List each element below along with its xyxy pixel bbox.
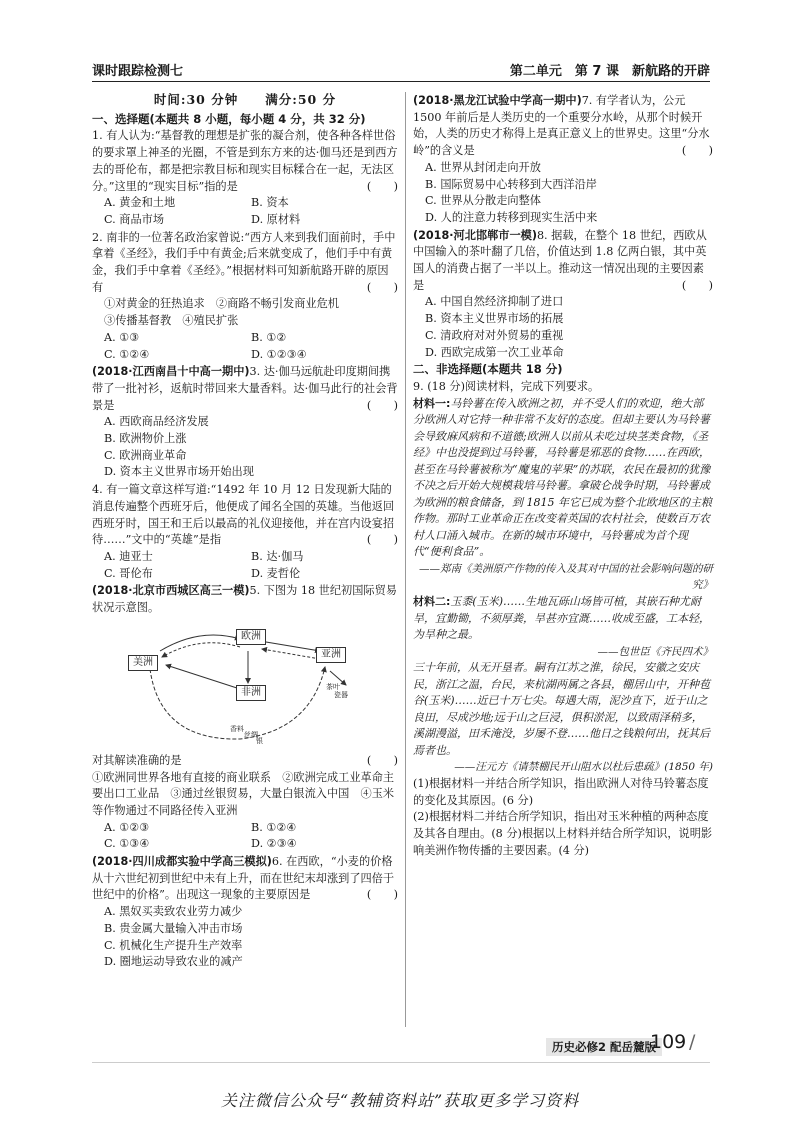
header-left: 课时跟踪检测七	[92, 64, 184, 79]
map-label-america: 美洲	[128, 655, 158, 671]
option-b: B. 国际贸易中心转移到大西洋沿岸	[425, 177, 597, 191]
question-2-item-line: ①对黄金的狂热追求 ②商路不畅引发商业危机	[104, 297, 339, 311]
question-source: (2018·北京市西城区高三一模)	[92, 584, 250, 598]
question-6-stem: (2018·四川成都实验中学高三模拟)6. 在西欧，“小麦的价格从十六世纪初到世纪中未有上升，而在世纪末却涨到了四倍于世纪中的价格”。出现这一现象的主要原因是 ( )	[92, 854, 398, 904]
question-9	[413, 379, 713, 860]
option-c: C. ①②④	[104, 347, 150, 361]
question-9-requirement-2: (2)根据材料二并结合所学知识，指出对玉米种植的两种态度及其各自理由。(8 分)根据以上材料并结合所学知识，说明影响美洲作物传播的主要因素。(4 分)	[413, 810, 713, 857]
question-1-options	[92, 195, 398, 228]
map-small-label: 丝绸	[244, 730, 258, 739]
question-3-stem: (2018·江西南昌十中高一期中)3. 达·伽马远航赴印度期间携带了一批衬衫，返航时带回来大量香料。达·伽马此行的社会背景是 ( )	[92, 364, 398, 414]
option-d: D. 人的注意力转移到现实生活中来	[425, 210, 598, 224]
option-b: B. 资本主义世界市场的拓展	[425, 312, 564, 326]
question-5-options	[92, 820, 398, 853]
option-c: C. 世界从分散走向整体	[425, 194, 541, 208]
question-8-stem: (2018·河北邯郸市一模)8. 据载，在整个 18 世纪，西欧从中国输入的茶叶翻了几倍，价值达到 1.8 亿两白银，其中英国人的消费占据了一半以上。推动这一情况出现的主要因素是 ( )	[413, 228, 713, 295]
question-5-stem: (2018·北京市西城区高三一模)5. 下图为 18 世纪初国际贸易状况示意图。	[92, 584, 397, 615]
question-4	[92, 482, 398, 582]
question-8	[413, 228, 713, 362]
option-d: D. 原材料	[251, 212, 301, 226]
option-a: A. 世界从封闭走向开放	[425, 160, 541, 174]
question-2-item-line: ③传播基督教 ④殖民扩张	[104, 314, 239, 328]
option-c: C. 哥伦布	[104, 566, 153, 580]
option-a: A. 黄金和土地	[104, 196, 176, 210]
answer-paren: ( )	[366, 179, 398, 193]
option-d: D. ②③④	[251, 837, 297, 851]
option-a: A. ①②③	[104, 820, 150, 834]
answer-paren: ( )	[366, 888, 398, 902]
option-b: B. ①②④	[251, 820, 297, 834]
page-slash: /	[689, 1031, 696, 1053]
map-label-asia: 亚洲	[316, 647, 346, 663]
answer-paren: ( )	[366, 753, 398, 767]
option-a: A. 西欧商品经济发展	[104, 415, 209, 429]
question-2-stem: 2. 南非的一位著名政治家曾说:“西方人来到我们面前时，手中拿着《圣经》，我们手中有黄金;后来就变成了，他们手中有黄金，我们手中拿着《圣经》。”根据材料可知新航路开辟的原因有 ( )	[92, 230, 398, 297]
map-label-africa: 非洲	[236, 685, 266, 701]
map-small-label: 茶叶	[326, 682, 340, 691]
material-1-label: 材料一:	[413, 396, 451, 410]
material-2-label: 材料二:	[413, 595, 451, 609]
section-choice-title: 一、选择题(本题共 8 小题，每小题 4 分，共 32 分)	[92, 111, 366, 126]
option-b: B. 达·伽马	[251, 549, 304, 563]
option-a: A. 黑奴买卖致农业劳力减少	[104, 905, 243, 919]
option-b: B. 欧洲物价上涨	[104, 432, 187, 446]
question-3	[92, 364, 398, 481]
question-2	[92, 230, 398, 364]
option-c: C. 商品市场	[104, 212, 165, 226]
material-2b: 三十年前，从无开垦者。嗣有江苏之淮，徐民，安徽之安庆民，浙江之温，台民，来杭湖两属之各县，棚居山中，开种苞谷(玉米)……近已十万七尖。每遇大雨，泥沙直下，近于山之良田，尽成沙地;远于山之巨浸，俱积淤泥，以致雨泽稍多，溪湖漫溢，田禾淹没，岁屡不登……他日之钱粮何出，抚其后焉者也。	[413, 661, 710, 757]
question-source: (2018·江西南昌十中高一期中)	[92, 365, 250, 379]
question-6	[92, 854, 398, 971]
answer-paren: ( )	[366, 533, 398, 547]
option-d: D. 麦哲伦	[251, 566, 301, 580]
option-d: D. 圈地运动导致农业的减产	[104, 955, 243, 969]
answer-paren: ( )	[366, 398, 398, 412]
option-d: D. 西欧完成第一次工业革命	[425, 345, 564, 359]
option-a: A. ①③	[104, 330, 140, 344]
option-b: B. 贵金属大量输入冲击市场	[104, 921, 243, 935]
material-1: 材料一:马铃薯在传入欧洲之初，并不受人们的欢迎，绝大部分欧洲人对它持一种非常不友好的态度。但却主要认为马铃薯会导致麻风病和不道德;欧洲人以前从未吃过块茎类食物，《圣经》中也没提到过马铃薯，马铃薯是邪恶的食物……在西欧，甚至在马铃薯被称为“魔鬼的苹果”的苏联，农民在最初的犹豫不决之后开始大规模栽培马铃薯。拿破仑战争时期，马铃薯成为欧洲的粮食储备，到 1815 年它已成为整个北欧地区的主粮作物。那时工业革命正在改变着英国的农村社会，使数百万农村人口涌入城市。在新的城市环境中，马铃薯成为首个现代“便利食品”。	[413, 396, 712, 559]
question-7	[413, 93, 713, 227]
question-source: (2018·四川成都实验中学高三模拟)	[92, 855, 272, 869]
option-d: D. ①②③④	[251, 347, 307, 361]
footer-divider	[92, 1062, 710, 1063]
material-2: 材料二:玉黍(玉米)……生地瓦砾山场皆可植，其嵌石种尤耐旱，宜勤锄，不须厚粪，旱甚亦宜溉……收成至盛，工本轻，为旱种之最。	[413, 595, 710, 642]
material-2b-citation: ——汪元方《请禁棚民开山阻水以杜后患疏》(1850 年)	[454, 761, 713, 774]
question-1-stem: 1. 有人认为:“基督教的理想是扩张的凝合剂，使各种各样世俗的要求罩上神圣的光圈，不管是到东方来的达·伽马还是到西方去的哥伦布，都是把宗教目标和现实目标糅合在一起，无法区分。”这里的“现实目标”指的是 ( )	[92, 128, 398, 195]
map-small-label: 香料	[230, 724, 244, 733]
right-column	[413, 92, 713, 859]
material-2-citation: ——包世臣《齐民四术》	[597, 645, 713, 658]
question-9-requirement-1: (1)根据材料一并结合所学知识，指出欧洲人对待马铃薯态度的变化及其原因。(6 分)	[413, 776, 709, 807]
question-7-stem: (2018·黑龙江试验中学高一期中)7. 有学者认为，公元1500 年前后是人类历史的一个重要分水岭，从那个时候开始，人类的历史才称得上是真正意义上的世界史。这里“分水岭”的含义是 ( )	[413, 93, 713, 160]
answer-paren: ( )	[681, 278, 713, 292]
question-4-stem: 4. 有一篇文章这样写道:“1492 年 10 月 12 日发现新大陆的消息传遍整个西班牙后，他便成了闻名全国的英雄。当他返回西班牙时，国王和王后以最高的礼仪迎接他，并在宫内设宴招待……”文中的“英雄”是指 ( )	[92, 482, 398, 549]
map-label-europe: 欧洲	[236, 629, 266, 645]
map-small-label: 银	[256, 736, 263, 745]
option-d: D. 资本主义世界市场开始出现	[104, 465, 254, 479]
question-5-after: 对其解读准确的是 ( )	[92, 753, 398, 770]
page-number: 109	[650, 1031, 687, 1053]
left-column	[92, 92, 398, 971]
question-4-options	[92, 549, 398, 582]
section-nonchoice-title: 二、非选择题(本题共 18 分)	[413, 362, 563, 377]
answer-paren: ( )	[681, 144, 713, 158]
question-source: (2018·黑龙江试验中学高一期中)	[413, 94, 582, 107]
wechat-footnote: 关注微信公众号“教辅资料站”获取更多学习资料	[220, 1091, 580, 1110]
option-c: C. ①③④	[104, 837, 150, 851]
map-small-label: 瓷器	[334, 690, 348, 699]
time-score-line: 时间:30 分钟 满分:50 分	[153, 92, 337, 107]
option-c: C. 机械化生产提升生产效率	[104, 938, 243, 952]
option-b: B. 资本	[251, 196, 289, 210]
trade-map-figure	[120, 621, 350, 749]
answer-paren: ( )	[366, 280, 398, 294]
question-1	[92, 128, 398, 228]
option-c: C. 欧洲商业革命	[104, 448, 187, 462]
question-5	[92, 583, 398, 853]
header-right: 第二单元 第 7 课 新航路的开辟	[509, 64, 710, 79]
footer-book-title: 历史必修2 配岳麓版	[546, 1038, 662, 1056]
material-1-citation: ——郑南《美洲原产作物的传入及其对中国的社会影响问题的研究》	[419, 562, 713, 592]
column-divider	[405, 92, 406, 1027]
option-c: C. 清政府对对外贸易的重视	[425, 328, 564, 342]
page-header	[92, 60, 710, 82]
question-5-items: ①欧洲同世界各地有直接的商业联系 ②欧洲完成工业革命主要出口工业品 ③通过丝银贸易，大量白银流入中国 ④玉米等作物通过不同路径传入亚洲	[92, 770, 395, 817]
question-2-options	[92, 330, 398, 363]
question-source: (2018·河北邯郸市一模)	[413, 228, 537, 242]
question-9-stem: 9. (18 分)阅读材料，完成下列要求。	[413, 379, 600, 393]
option-a: A. 中国自然经济抑制了进口	[425, 295, 564, 309]
option-a: A. 迪亚士	[104, 549, 153, 563]
option-b: B. ①②	[251, 330, 287, 344]
